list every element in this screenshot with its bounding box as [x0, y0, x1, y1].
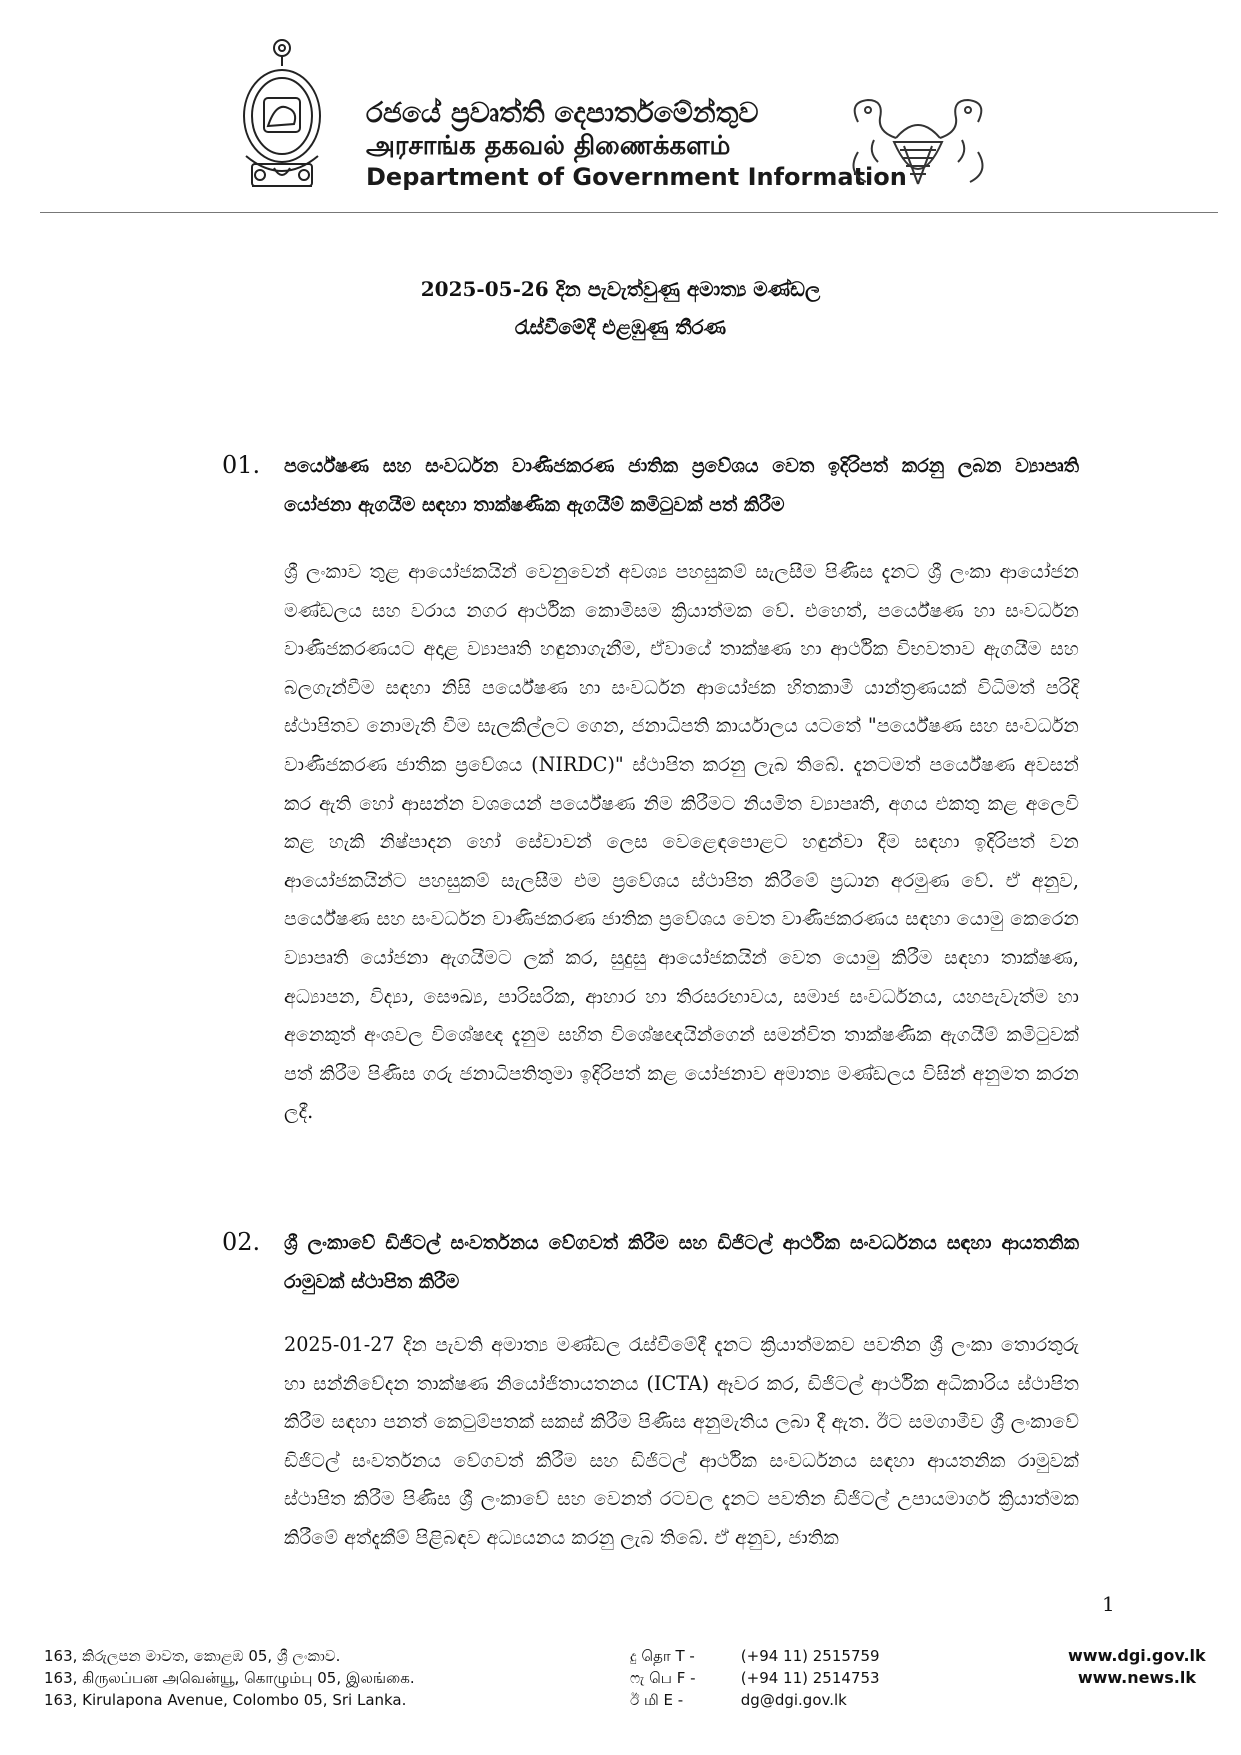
item-heading: පර්යේෂණ සහ සංවර්ධන වාණිජකරණ ජාතික ප්‍රවේශය වෙත ඉදිරිපත් කරනු ලබන ව්‍යාපෘති යෝජනා ඇගයීම සඳහා තාක්ෂණික ඇගයීම් කමිටුවක් පත් කිරීම	[284, 455, 1079, 516]
sri-lanka-emblem-icon	[232, 36, 332, 196]
footer	[0, 1645, 1241, 1755]
item-number: 02.	[222, 1228, 261, 1256]
title-english: Department of Government Information	[366, 163, 907, 191]
letterhead	[0, 0, 1241, 215]
item-heading: ශ්‍රී ලංකාවේ ඩිජිටල් සංවර්තනය වේගවත් කිරීම සහ ඩිජිටල් ආර්ථික සංවර්ධනය සඳහා ආයතනික රාමුවක් ස්ථාපිත කිරීම	[284, 1232, 1079, 1293]
document-title-line1: 2025-05-26 දින පැවැත්වුණු අමාත්‍ය මණ්ඩල	[420, 277, 821, 301]
footer-address	[44, 1645, 415, 1711]
footer-websites	[1068, 1645, 1206, 1689]
phone-label: දු தொ T -	[630, 1647, 695, 1665]
fax-label: ෆැ பெ F -	[630, 1669, 696, 1687]
document-title	[0, 270, 1241, 346]
item-body: 2025-01-27 දින පැවති අමාත්‍ය මණ්ඩල රැස්වීමේදී දැනට ක්‍රියාත්මකව පවතින ශ්‍රී ලංකා තොරතුරු හා සන්නිවේදන තාක්ෂණ නියෝජිතායතනය (ICTA) ඈවර කර, ඩිජිටල් ආර්ථික අධිකාරිය ස්ථාපිත කිරීම සඳහා පනත් කෙටුම්පතක් සකස් කිරීම පිණිස අනුමැතිය ලබා දී ඇත. ඊට සමගාමීව ශ්‍රී ලංකාවේ ඩිජිටල් සංවර්තනය වේගවත් කිරීම සහ ඩිජිටල් ආර්ථික සංවර්ධනය සඳහා ආයතනික රාමුවක් ස්ථාපිත කිරීම පිණිස ශ්‍රී ලංකාවේ සහ වෙනත් රටවල දැනට පවතින ඩිජිටල් උපායමාර්ග ක්‍රියාත්මක කිරීමේ අත්දැකීම් පිළිබඳව අධ්‍යයනය කරනු ලැබ තිබේ. ඒ අනුව, ජාතික	[284, 1333, 1079, 1549]
header-divider	[40, 212, 1218, 213]
phone-number: (+94 11) 2515759	[740, 1647, 880, 1665]
title-sinhala: රජයේ ප්‍රවෘත්ති දෙපාර්තමේන්තුව	[366, 96, 759, 129]
title-tamil: அரசாங்க தகவல் திணைக்களம்	[366, 131, 731, 161]
fax-number: (+94 11) 2514753	[740, 1669, 880, 1687]
email-row	[630, 1689, 880, 1711]
footer-contact	[630, 1645, 880, 1711]
email-address: dg@dgi.gov.lk	[740, 1691, 847, 1709]
website-dgi: www.dgi.gov.lk	[1068, 1646, 1206, 1665]
address-sinhala: 163, කිරුලපන මාවත, කොළඹ 05, ශ්‍රී ලංකාව.	[44, 1647, 341, 1665]
address-tamil: 163, கிருலப்பன அவென்யூ, கொழும்பு 05, இலங்கை.	[44, 1669, 415, 1687]
address-english: 163, Kirulapona Avenue, Colombo 05, Sri Lanka.	[44, 1691, 407, 1709]
document-title-line2: රැස්වීමේදී එළඹුණු තීරණ	[514, 315, 727, 339]
department-titles	[366, 96, 907, 192]
page-number: 1	[1102, 1592, 1115, 1616]
traditional-ornament-icon	[838, 92, 998, 200]
fax-row	[630, 1667, 880, 1689]
item-body: ශ්‍රී ලංකාව තුළ ආයෝජකයින් වෙනුවෙන් අවශ්‍ය පහසුකම් සැලසීම පිණිස දැනට ශ්‍රී ලංකා ආයෝජන මණ්ඩලය සහ වරාය නගර ආර්ථික කොමිසම ක්‍රියාත්මක වේ. එහෙත්, පර්යේෂණ හා සංවර්ධන වාණිජකරණයට අදාළ ව්‍යාපෘති හඳුනාගැනීම, ඒවායේ තාක්ෂණ හා ආර්ථික විභවතාව ඇගයීම සහ බලගැන්වීම සඳහා නිසි පර්යේෂණ හා සංවර්ධන ආයෝජක හිතකාමී යාන්ත්‍රණයක් විධිමත් පරිදි ස්ථාපිතව නොමැති වීම සැලකිල්ලට ගෙන, ජනාධිපති කාර්යාලය යටතේ "පර්යේෂණ සහ සංවර්ධන වාණිජකරණ ජාතික ප්‍රවේශය (NIRDC)" ස්ථාපිත කරනු ලැබ තිබේ. දැනටමත් පර්යේෂණ අවසන් කර ඇති හෝ ආසන්න වශයෙන් පර්යේෂණ නිම කිරීමට නියමිත ව්‍යාපෘති, අගය එකතු කළ අලෙවි කළ හැකි නිෂ්පාදන හෝ සේවාවන් ලෙස වෙළෙඳපොළට හඳුන්වා දීම සඳහා ඉදිරිපත් වන ආයෝජකයින්ට පහසුකම් සැලසීම එම ප්‍රවේශය ස්ථාපිත කිරීමේ ප්‍රධාන අරමුණ වේ. ඒ අනුව, පර්යේෂණ සහ සංවර්ධන වාණිජකරණ ජාතික ප්‍රවේශය වෙත වාණිජකරණය සඳහා යොමු කෙරෙන ව්‍යාපෘති යෝජනා ඇගයීමට ලක් කර, සුදුසු ආයෝජකයින් වෙත යොමු කිරීම සඳහා තාක්ෂණ, අධ්‍යාපන, විද්‍යා, සෞඛ්‍ය, පාරිසරික, ආහාර හා තිරසරභාවය, සමාජ සංවර්ධනය, යහපැවැත්ම හා අනෙකුත් අංශවල විශේෂඥ දැනුම සහිත විශේෂඥයින්ගෙන් සමන්විත තාක්ෂණික ඇගයීම් කමිටුවක් පත් කිරීම පිණිස ගරු ජනාධිපතිතුමා ඉදිරිපත් කළ යෝජනාව අමාත්‍ය මණ්ඩලය විසින් අනුමත කරන ලදී.	[284, 560, 1079, 1124]
phone-row	[630, 1645, 880, 1667]
website-news: www.news.lk	[1077, 1668, 1196, 1687]
item-number: 01.	[222, 451, 261, 479]
email-label: ඊ மி E -	[630, 1691, 684, 1709]
